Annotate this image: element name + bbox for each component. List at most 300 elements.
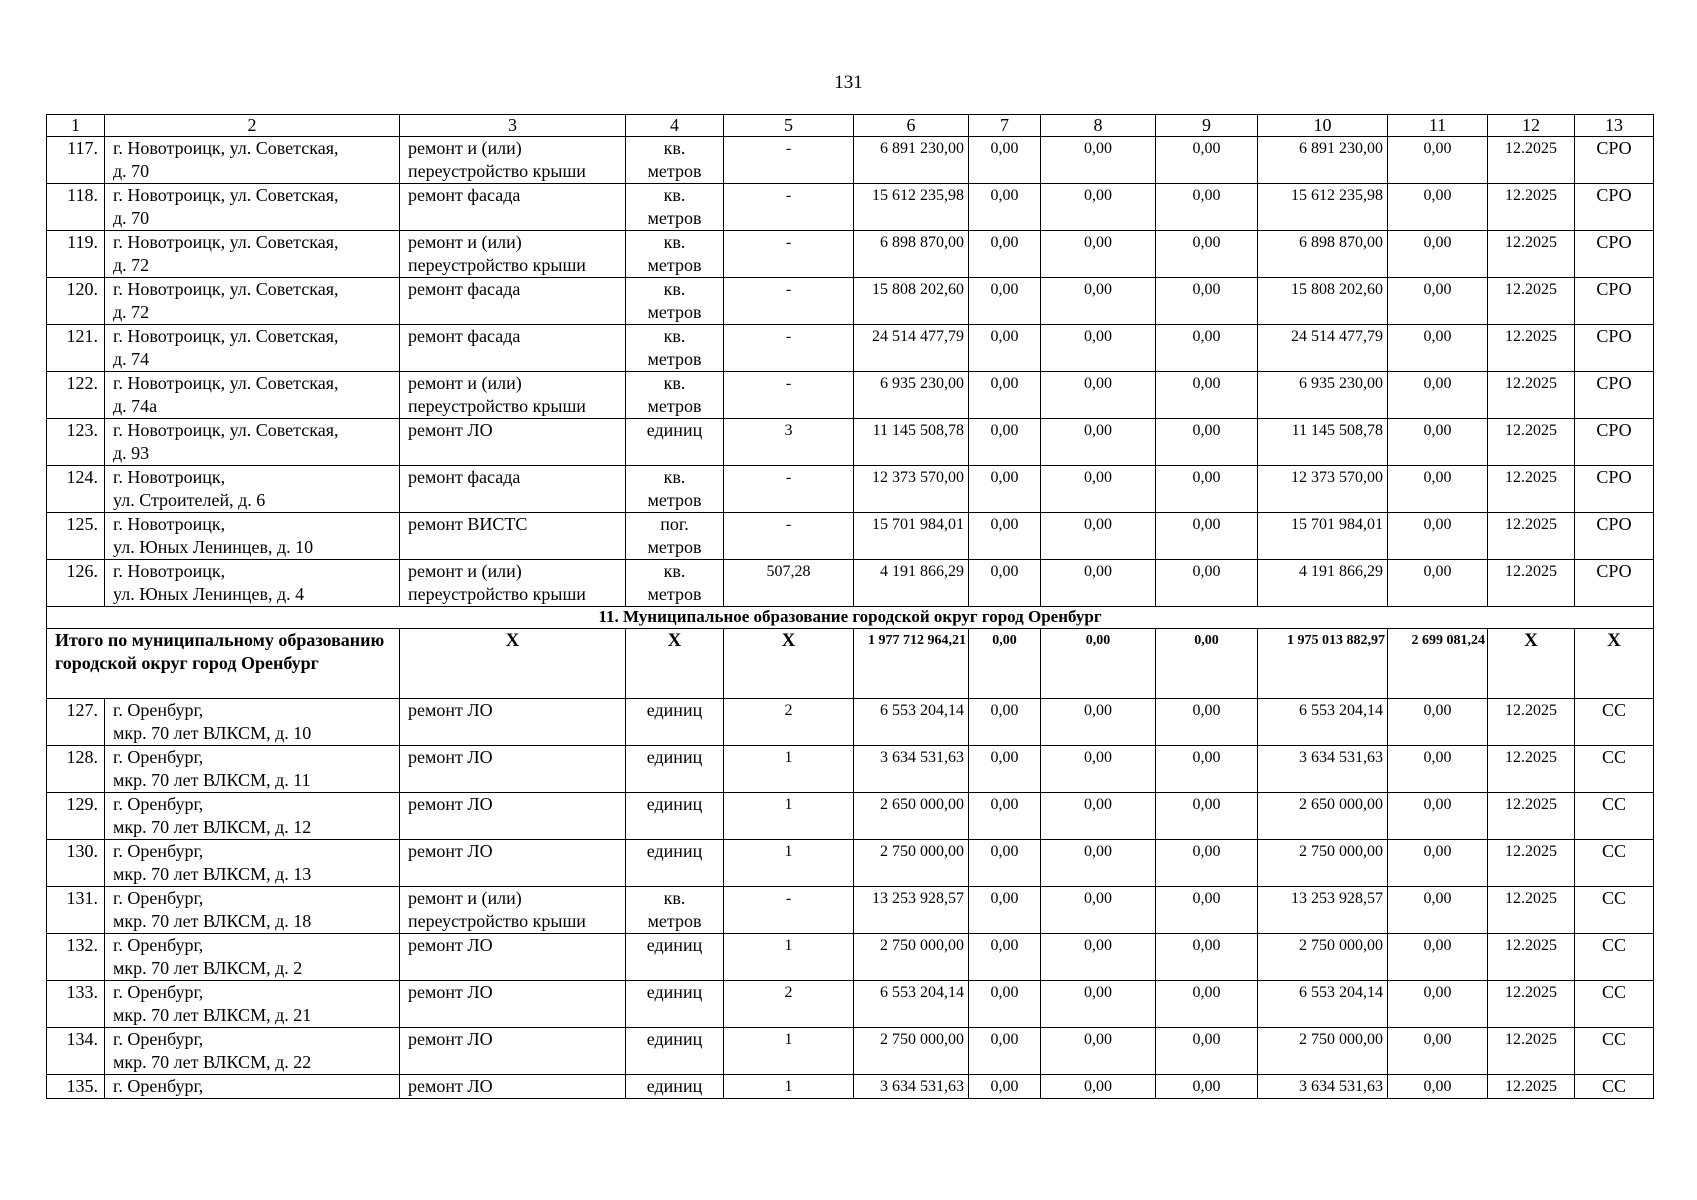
fund-cost-cell: 2 750 000,00 [1258, 934, 1388, 981]
quantity-cell: - [724, 278, 854, 325]
cost-cell: 0,00 [969, 887, 1041, 934]
column-header-row [47, 115, 1654, 137]
unit-cell-line: кв. [663, 373, 686, 393]
unit-cell-line: единиц [646, 420, 703, 440]
method-cell: СС [1575, 793, 1654, 840]
column-header: 9 [1156, 115, 1258, 137]
work-type-cell-line: ремонт фасада [408, 185, 521, 205]
cost-cell: 0,00 [969, 137, 1041, 184]
unit-cell-line: кв. [663, 888, 686, 908]
unit-cell [626, 419, 724, 466]
fund-cost-cell: 2 650 000,00 [1258, 793, 1388, 840]
column-header: 4 [626, 115, 724, 137]
work-type-cell-line: переустройство крыши [408, 255, 586, 275]
unit-cell-line: кв. [663, 561, 686, 581]
method-cell: СС [1575, 840, 1654, 887]
cost-cell: 0,00 [1041, 887, 1156, 934]
cost-cell: 0,00 [1388, 560, 1488, 607]
method-cell: СРО [1575, 278, 1654, 325]
row-number-cell: 123. [47, 419, 105, 466]
table-row [47, 887, 1654, 934]
unit-cell [626, 981, 724, 1028]
cost-cell: 0,00 [1156, 934, 1258, 981]
row-number-cell: 135. [47, 1075, 105, 1099]
column-header: 11 [1388, 115, 1488, 137]
row-number-cell: 132. [47, 934, 105, 981]
address-cell [105, 137, 400, 184]
total-cost-cell: 6 898 870,00 [854, 231, 969, 278]
unit-cell [626, 887, 724, 934]
quantity-cell: 3 [724, 419, 854, 466]
column-header: 6 [854, 115, 969, 137]
fund-cost-cell: 6 891 230,00 [1258, 137, 1388, 184]
capital-repair-table [46, 114, 1654, 1099]
cost-cell: 0,00 [969, 419, 1041, 466]
address-cell-line: г. Оренбург, [113, 794, 204, 814]
table-row [47, 278, 1654, 325]
address-cell [105, 278, 400, 325]
cost-cell: 0,00 [1041, 1028, 1156, 1075]
cost-cell: 0,00 [1156, 231, 1258, 278]
total-cost-cell: 6 891 230,00 [854, 137, 969, 184]
work-type-cell [400, 278, 626, 325]
deadline-cell: 12.2025 [1488, 466, 1575, 513]
fund-cost-cell: 12 373 570,00 [1258, 466, 1388, 513]
table-row [47, 1028, 1654, 1075]
unit-cell-line: единиц [646, 747, 703, 767]
cost-cell: 0,00 [1156, 372, 1258, 419]
cost-cell: 0,00 [969, 372, 1041, 419]
unit-cell-line: кв. [663, 138, 686, 158]
method-cell: СС [1575, 981, 1654, 1028]
cost-cell: 0,00 [1041, 793, 1156, 840]
quantity-cell: - [724, 513, 854, 560]
work-type-cell-line: ремонт ЛО [408, 841, 493, 861]
address-cell-line: г. Новотроицк, [113, 561, 226, 581]
work-type-cell-line: переустройство крыши [408, 584, 586, 604]
row-number-cell: 125. [47, 513, 105, 560]
work-type-cell [400, 137, 626, 184]
address-cell-line: мкр. 70 лет ВЛКСМ, д. 10 [113, 723, 312, 743]
table-row [47, 840, 1654, 887]
quantity-cell: - [724, 325, 854, 372]
work-type-cell-line: ремонт и (или) [408, 138, 522, 158]
work-type-cell-line: ремонт ЛО [408, 420, 493, 440]
total-row [47, 629, 1654, 699]
cost-cell: 0,00 [1156, 419, 1258, 466]
cost-cell: 0,00 [1041, 325, 1156, 372]
total-cost-cell: 2 750 000,00 [854, 934, 969, 981]
address-cell [105, 981, 400, 1028]
quantity-cell: - [724, 137, 854, 184]
cost-cell: 0,00 [1041, 466, 1156, 513]
method-cell: СРО [1575, 466, 1654, 513]
work-type-cell [400, 746, 626, 793]
address-cell [105, 887, 400, 934]
cost-cell: 0,00 [1388, 793, 1488, 840]
cost-cell: 0,00 [969, 840, 1041, 887]
cost-cell: 0,00 [969, 1075, 1041, 1099]
unit-cell-line: метров [647, 911, 702, 931]
row-number-cell: 122. [47, 372, 105, 419]
work-type-cell-line: ремонт ЛО [408, 982, 493, 1002]
cost-cell: 0,00 [1388, 278, 1488, 325]
total-label: Итого по муниципальному образованию городской округ город Оренбург [47, 629, 400, 699]
cost-cell: 0,00 [1041, 1075, 1156, 1099]
deadline-cell: 12.2025 [1488, 934, 1575, 981]
table-row [47, 513, 1654, 560]
deadline-cell: 12.2025 [1488, 419, 1575, 466]
row-number-cell: 127. [47, 699, 105, 746]
address-cell [105, 325, 400, 372]
table-row [47, 1075, 1654, 1099]
fund-cost-cell: 2 750 000,00 [1258, 840, 1388, 887]
method-cell: СС [1575, 746, 1654, 793]
cost-cell: 0,00 [1041, 231, 1156, 278]
work-type-cell [400, 184, 626, 231]
address-cell-line: г. Оренбург, [113, 747, 204, 767]
quantity-cell: 1 [724, 746, 854, 793]
column-header: 10 [1258, 115, 1388, 137]
work-type-cell [400, 466, 626, 513]
table-row [47, 934, 1654, 981]
cost-cell: 0,00 [1041, 699, 1156, 746]
table-row [47, 372, 1654, 419]
table-row [47, 560, 1654, 607]
work-type-cell-line: ремонт ЛО [408, 700, 493, 720]
address-cell [105, 231, 400, 278]
cost-cell: 0,00 [1388, 934, 1488, 981]
deadline-cell: 12.2025 [1488, 513, 1575, 560]
method-cell: СРО [1575, 325, 1654, 372]
cost-cell: 0,00 [1156, 793, 1258, 840]
address-cell-line: г. Оренбург, [113, 700, 204, 720]
section-header-row [47, 607, 1654, 629]
deadline-cell: 12.2025 [1488, 325, 1575, 372]
unit-cell [626, 137, 724, 184]
deadline-cell: 12.2025 [1488, 699, 1575, 746]
cost-cell: 0,00 [1041, 137, 1156, 184]
address-cell-line: г. Новотроицк, ул. Советская, [113, 138, 339, 158]
column-header: 2 [105, 115, 400, 137]
unit-cell [626, 560, 724, 607]
method-cell: СС [1575, 934, 1654, 981]
fund-cost-cell: 6 898 870,00 [1258, 231, 1388, 278]
fund-cost-cell: 3 634 531,63 [1258, 1075, 1388, 1099]
cost-cell: 0,00 [1156, 278, 1258, 325]
fund-cost-cell: 24 514 477,79 [1258, 325, 1388, 372]
table-body [47, 115, 1654, 1099]
row-number-cell: 134. [47, 1028, 105, 1075]
total-cost-cell: 6 553 204,14 [854, 699, 969, 746]
address-cell-line: г. Новотроицк, ул. Советская, [113, 373, 339, 393]
cost-cell: 0,00 [1388, 1075, 1488, 1099]
unit-cell-line: метров [647, 161, 702, 181]
quantity-cell: 1 [724, 840, 854, 887]
unit-cell-line: метров [647, 584, 702, 604]
address-cell-line: мкр. 70 лет ВЛКСМ, д. 2 [113, 958, 303, 978]
work-type-cell [400, 1028, 626, 1075]
address-cell-line: г. Оренбург, [113, 1029, 204, 1049]
cost-cell: 0,00 [969, 981, 1041, 1028]
column-header: 7 [969, 115, 1041, 137]
column-header: 5 [724, 115, 854, 137]
cost-cell: 0,00 [1041, 513, 1156, 560]
deadline-cell: 12.2025 [1488, 887, 1575, 934]
unit-cell [626, 513, 724, 560]
address-cell-line: мкр. 70 лет ВЛКСМ, д. 18 [113, 911, 312, 931]
quantity-cell: - [724, 887, 854, 934]
row-number-cell: 118. [47, 184, 105, 231]
page-number: 131 [834, 72, 863, 93]
address-cell-line: мкр. 70 лет ВЛКСМ, д. 12 [113, 817, 312, 837]
cost-cell: 0,00 [1156, 1075, 1258, 1099]
work-type-cell-line: ремонт ЛО [408, 794, 493, 814]
total-cost-cell: 0,00 [969, 629, 1041, 699]
total-x-cell: Х [724, 629, 854, 699]
address-cell [105, 793, 400, 840]
cost-cell: 0,00 [969, 560, 1041, 607]
method-cell: СРО [1575, 513, 1654, 560]
address-cell [105, 746, 400, 793]
table-row [47, 231, 1654, 278]
work-type-cell-line: ремонт ЛО [408, 1029, 493, 1049]
cost-cell: 0,00 [1388, 419, 1488, 466]
table-row [47, 699, 1654, 746]
unit-cell-line: единиц [646, 794, 703, 814]
row-number-cell: 128. [47, 746, 105, 793]
method-cell: СРО [1575, 419, 1654, 466]
address-cell-line: д. 93 [113, 443, 150, 463]
column-header: 13 [1575, 115, 1654, 137]
quantity-cell: 2 [724, 699, 854, 746]
unit-cell [626, 278, 724, 325]
quantity-cell: 1 [724, 1075, 854, 1099]
table-row [47, 419, 1654, 466]
address-cell [105, 184, 400, 231]
work-type-cell [400, 560, 626, 607]
table-row [47, 746, 1654, 793]
unit-cell-line: метров [647, 396, 702, 416]
deadline-cell: 12.2025 [1488, 231, 1575, 278]
fund-cost-cell: 11 145 508,78 [1258, 419, 1388, 466]
work-type-cell-line: ремонт ЛО [408, 935, 493, 955]
unit-cell-line: кв. [663, 185, 686, 205]
cost-cell: 0,00 [969, 466, 1041, 513]
address-cell-line: г. Оренбург, [113, 841, 204, 861]
quantity-cell: 1 [724, 793, 854, 840]
cost-cell: 0,00 [969, 278, 1041, 325]
fund-cost-cell: 15 808 202,60 [1258, 278, 1388, 325]
row-number-cell: 117. [47, 137, 105, 184]
address-cell-line: мкр. 70 лет ВЛКСМ, д. 22 [113, 1052, 312, 1072]
cost-cell: 0,00 [1156, 325, 1258, 372]
column-header: 8 [1041, 115, 1156, 137]
deadline-cell: 12.2025 [1488, 184, 1575, 231]
row-number-cell: 133. [47, 981, 105, 1028]
work-type-cell [400, 981, 626, 1028]
unit-cell-line: единиц [646, 982, 703, 1002]
cost-cell: 0,00 [1388, 513, 1488, 560]
total-cost-cell: 1 977 712 964,21 [854, 629, 969, 699]
cost-cell: 0,00 [1156, 137, 1258, 184]
unit-cell-line: пог. [660, 514, 689, 534]
table-row [47, 466, 1654, 513]
address-cell-line: д. 72 [113, 302, 150, 322]
address-cell [105, 934, 400, 981]
total-cost-cell: 24 514 477,79 [854, 325, 969, 372]
cost-cell: 0,00 [1041, 419, 1156, 466]
fund-cost-cell: 15 612 235,98 [1258, 184, 1388, 231]
row-number-cell: 129. [47, 793, 105, 840]
cost-cell: 0,00 [1041, 278, 1156, 325]
unit-cell [626, 325, 724, 372]
unit-cell-line: метров [647, 349, 702, 369]
cost-cell: 0,00 [969, 793, 1041, 840]
total-cost-cell: 11 145 508,78 [854, 419, 969, 466]
total-cost-cell: 2 750 000,00 [854, 1028, 969, 1075]
cost-cell: 0,00 [1388, 699, 1488, 746]
cost-cell: 0,00 [969, 513, 1041, 560]
row-number-cell: 120. [47, 278, 105, 325]
work-type-cell-line: ремонт и (или) [408, 888, 522, 908]
column-header: 12 [1488, 115, 1575, 137]
total-cost-cell: 2 750 000,00 [854, 840, 969, 887]
row-number-cell: 131. [47, 887, 105, 934]
deadline-cell: 12.2025 [1488, 137, 1575, 184]
work-type-cell [400, 887, 626, 934]
address-cell-line: г. Новотроицк, [113, 467, 226, 487]
deadline-cell: 12.2025 [1488, 560, 1575, 607]
work-type-cell-line: переустройство крыши [408, 911, 586, 931]
cost-cell: 0,00 [1041, 840, 1156, 887]
total-cost-cell: 0,00 [1156, 629, 1258, 699]
address-cell [105, 372, 400, 419]
quantity-cell: - [724, 466, 854, 513]
cost-cell: 0,00 [1156, 699, 1258, 746]
work-type-cell [400, 231, 626, 278]
unit-cell [626, 746, 724, 793]
work-type-cell [400, 699, 626, 746]
quantity-cell: 2 [724, 981, 854, 1028]
unit-cell-line: метров [647, 208, 702, 228]
unit-cell-line: метров [647, 255, 702, 275]
total-x-cell: Х [1488, 629, 1575, 699]
address-cell [105, 419, 400, 466]
address-cell-line: г. Новотроицк, ул. Советская, [113, 420, 339, 440]
total-cost-cell: 15 808 202,60 [854, 278, 969, 325]
method-cell: СРО [1575, 560, 1654, 607]
method-cell: СС [1575, 699, 1654, 746]
deadline-cell: 12.2025 [1488, 981, 1575, 1028]
cost-cell: 0,00 [1041, 746, 1156, 793]
cost-cell: 0,00 [1388, 981, 1488, 1028]
method-cell: СС [1575, 887, 1654, 934]
cost-cell: 0,00 [1388, 184, 1488, 231]
table-row [47, 137, 1654, 184]
cost-cell: 0,00 [1388, 372, 1488, 419]
work-type-cell-line: ремонт и (или) [408, 232, 522, 252]
cost-cell: 0,00 [1388, 325, 1488, 372]
work-type-cell-line: ремонт ЛО [408, 747, 493, 767]
work-type-cell-line: переустройство крыши [408, 396, 586, 416]
total-cost-cell: 0,00 [1041, 629, 1156, 699]
table-row [47, 793, 1654, 840]
cost-cell: 0,00 [1156, 1028, 1258, 1075]
unit-cell-line: кв. [663, 232, 686, 252]
work-type-cell [400, 372, 626, 419]
cost-cell: 0,00 [1388, 840, 1488, 887]
total-x-cell: Х [1575, 629, 1654, 699]
address-cell-line: г. Новотроицк, ул. Советская, [113, 326, 339, 346]
address-cell-line: д. 70 [113, 208, 150, 228]
address-cell-line: г. Новотроицк, [113, 514, 226, 534]
unit-cell [626, 840, 724, 887]
fund-cost-cell: 15 701 984,01 [1258, 513, 1388, 560]
column-header: 3 [400, 115, 626, 137]
table-row [47, 981, 1654, 1028]
row-number-cell: 119. [47, 231, 105, 278]
fund-cost-cell: 3 634 531,63 [1258, 746, 1388, 793]
address-cell-line: мкр. 70 лет ВЛКСМ, д. 21 [113, 1005, 312, 1025]
total-cost-cell: 15 612 235,98 [854, 184, 969, 231]
method-cell: СРО [1575, 372, 1654, 419]
total-cost-cell: 3 634 531,63 [854, 1075, 969, 1099]
cost-cell: 0,00 [1041, 934, 1156, 981]
work-type-cell-line: ремонт и (или) [408, 561, 522, 581]
cost-cell: 0,00 [969, 934, 1041, 981]
total-cost-cell: 4 191 866,29 [854, 560, 969, 607]
unit-cell [626, 699, 724, 746]
cost-cell: 0,00 [1156, 981, 1258, 1028]
cost-cell: 0,00 [1156, 466, 1258, 513]
table-row [47, 325, 1654, 372]
unit-cell [626, 1028, 724, 1075]
method-cell: СС [1575, 1028, 1654, 1075]
quantity-cell: - [724, 372, 854, 419]
unit-cell-line: метров [647, 490, 702, 510]
address-cell [105, 699, 400, 746]
total-x-cell: Х [626, 629, 724, 699]
address-cell-line: г. Новотроицк, ул. Советская, [113, 279, 339, 299]
cost-cell: 0,00 [1156, 560, 1258, 607]
work-type-cell [400, 513, 626, 560]
work-type-cell-line: ремонт фасада [408, 467, 521, 487]
cost-cell: 0,00 [1041, 981, 1156, 1028]
address-cell: г. Оренбург, [105, 1075, 400, 1099]
address-cell-line: ул. Строителей, д. 6 [113, 490, 266, 510]
cost-cell: 0,00 [1388, 466, 1488, 513]
cost-cell: 0,00 [969, 746, 1041, 793]
deadline-cell: 12.2025 [1488, 1028, 1575, 1075]
address-cell [105, 560, 400, 607]
cost-cell: 0,00 [1388, 137, 1488, 184]
work-type-cell [400, 419, 626, 466]
address-cell-line: д. 70 [113, 161, 150, 181]
total-cost-cell: 6 553 204,14 [854, 981, 969, 1028]
method-cell: СРО [1575, 184, 1654, 231]
cost-cell: 0,00 [969, 231, 1041, 278]
quantity-cell: 1 [724, 934, 854, 981]
unit-cell [626, 231, 724, 278]
unit-cell [626, 184, 724, 231]
fund-cost-cell: 2 750 000,00 [1258, 1028, 1388, 1075]
section-title: 11. Муниципальное образование городской округ город Оренбург [47, 607, 1654, 629]
cost-cell: 0,00 [1388, 1028, 1488, 1075]
unit-cell-line: кв. [663, 279, 686, 299]
fund-cost-cell: 6 553 204,14 [1258, 699, 1388, 746]
address-cell-line: г. Новотроицк, ул. Советская, [113, 232, 339, 252]
